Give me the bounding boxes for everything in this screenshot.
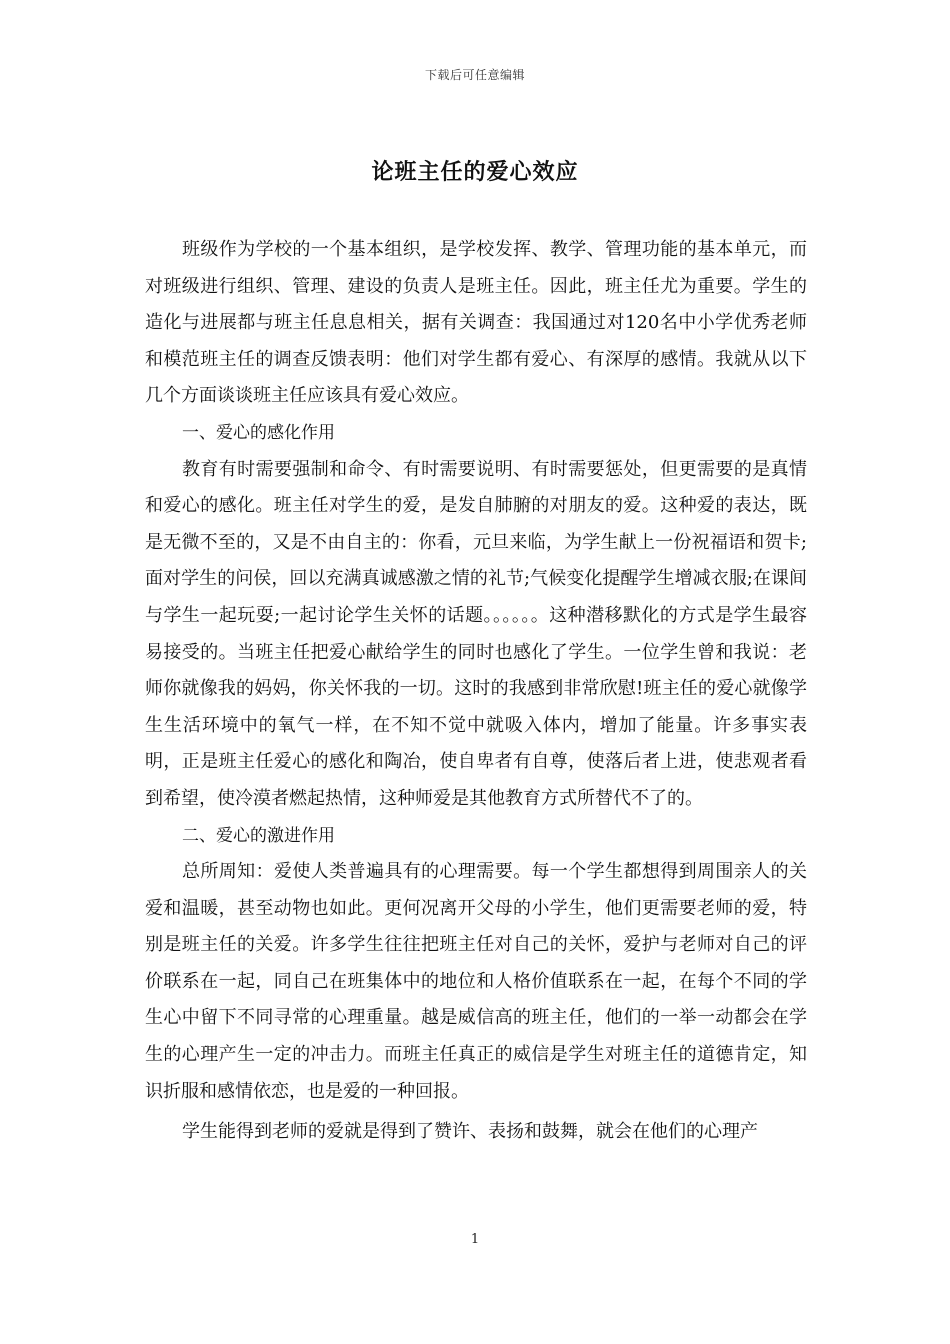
page-number: 1 bbox=[470, 1232, 480, 1247]
paragraph-section-2-continued: 学生能得到老师的爱就是得到了赞许、表扬和鼓舞，就会在他们的心理产 bbox=[182, 1121, 758, 1143]
paragraph-intro: 班级作为学校的一个基本组织，是学校发挥、教学、管理功能的基本单元，而对班级进行组织、管理、建设的负责人是班主任。因此，班主任尤为重要。学生的造化与进展都与班主任息息相关，据有关调查：我国通过对120名中小学优秀老师和模范班主任的调查反馈表明：他们对学生都有爱心、有深厚的感情。我就从以下几个方面谈谈班主任应该具有爱心效应。 bbox=[145, 239, 807, 407]
document-title: 论班主任的爱心效应 bbox=[371, 159, 579, 185]
document-body bbox=[145, 232, 807, 1151]
paragraph-section-1: 教育有时需要强制和命令、有时需要说明、有时需要惩处，但更需要的是真情和爱心的感化。班主任对学生的爱，是发自肺腑的对朋友的爱。这种爱的表达，既是无微不至的，又是不由自主的：你看，元旦来临，为学生献上一份祝福语和贺卡;面对学生的问侯，回以充满真诚感激之情的礼节;气候变化提醒学生增减衣服;在课间与学生一起玩耍;一起讨论学生关怀的话题。。。。。。这种潜移默化的方式是学生最容易接受的。当班主任把爱心献给学生的同时也感化了学生。一位学生曾和我说：老师你就像我的妈妈，你关怀我的一切。这时的我感到非常欣慰!班主任的爱心就像学生生活环境中的氧气一样，在不知不觉中就吸入体内，增加了能量。许多事实表明，正是班主任爱心的感化和陶冶，使自卑者有自尊，使落后者上进，使悲观者看到希望，使冷漠者燃起热情，这种师爱是其他教育方式所替代不了的。 bbox=[145, 458, 807, 809]
section-heading-1: 一、爱心的感化作用 bbox=[182, 422, 335, 443]
header-note: 下载后可任意编辑 bbox=[424, 68, 525, 82]
section-heading-2: 二、爱心的激进作用 bbox=[182, 825, 335, 846]
paragraph-section-2: 总所周知：爱使人类普遍具有的心理需要。每一个学生都想得到周围亲人的关爱和温暖，甚至动物也如此。更何况离开父母的小学生，他们更需要老师的爱，特别是班主任的关爱。许多学生往往把班主任对自己的关怀，爱护与老师对自己的评价联系在一起，同自己在班集体中的地位和人格价值联系在一起，在每个不同的学生心中留下不同寻常的心理重量。越是威信高的班主任，他们的一举一动都会在学生的心理产生一定的冲击力。而班主任真正的威信是学生对班主任的道德肯定，知识折服和感情依恋，也是爱的一种回报。 bbox=[145, 861, 807, 1102]
